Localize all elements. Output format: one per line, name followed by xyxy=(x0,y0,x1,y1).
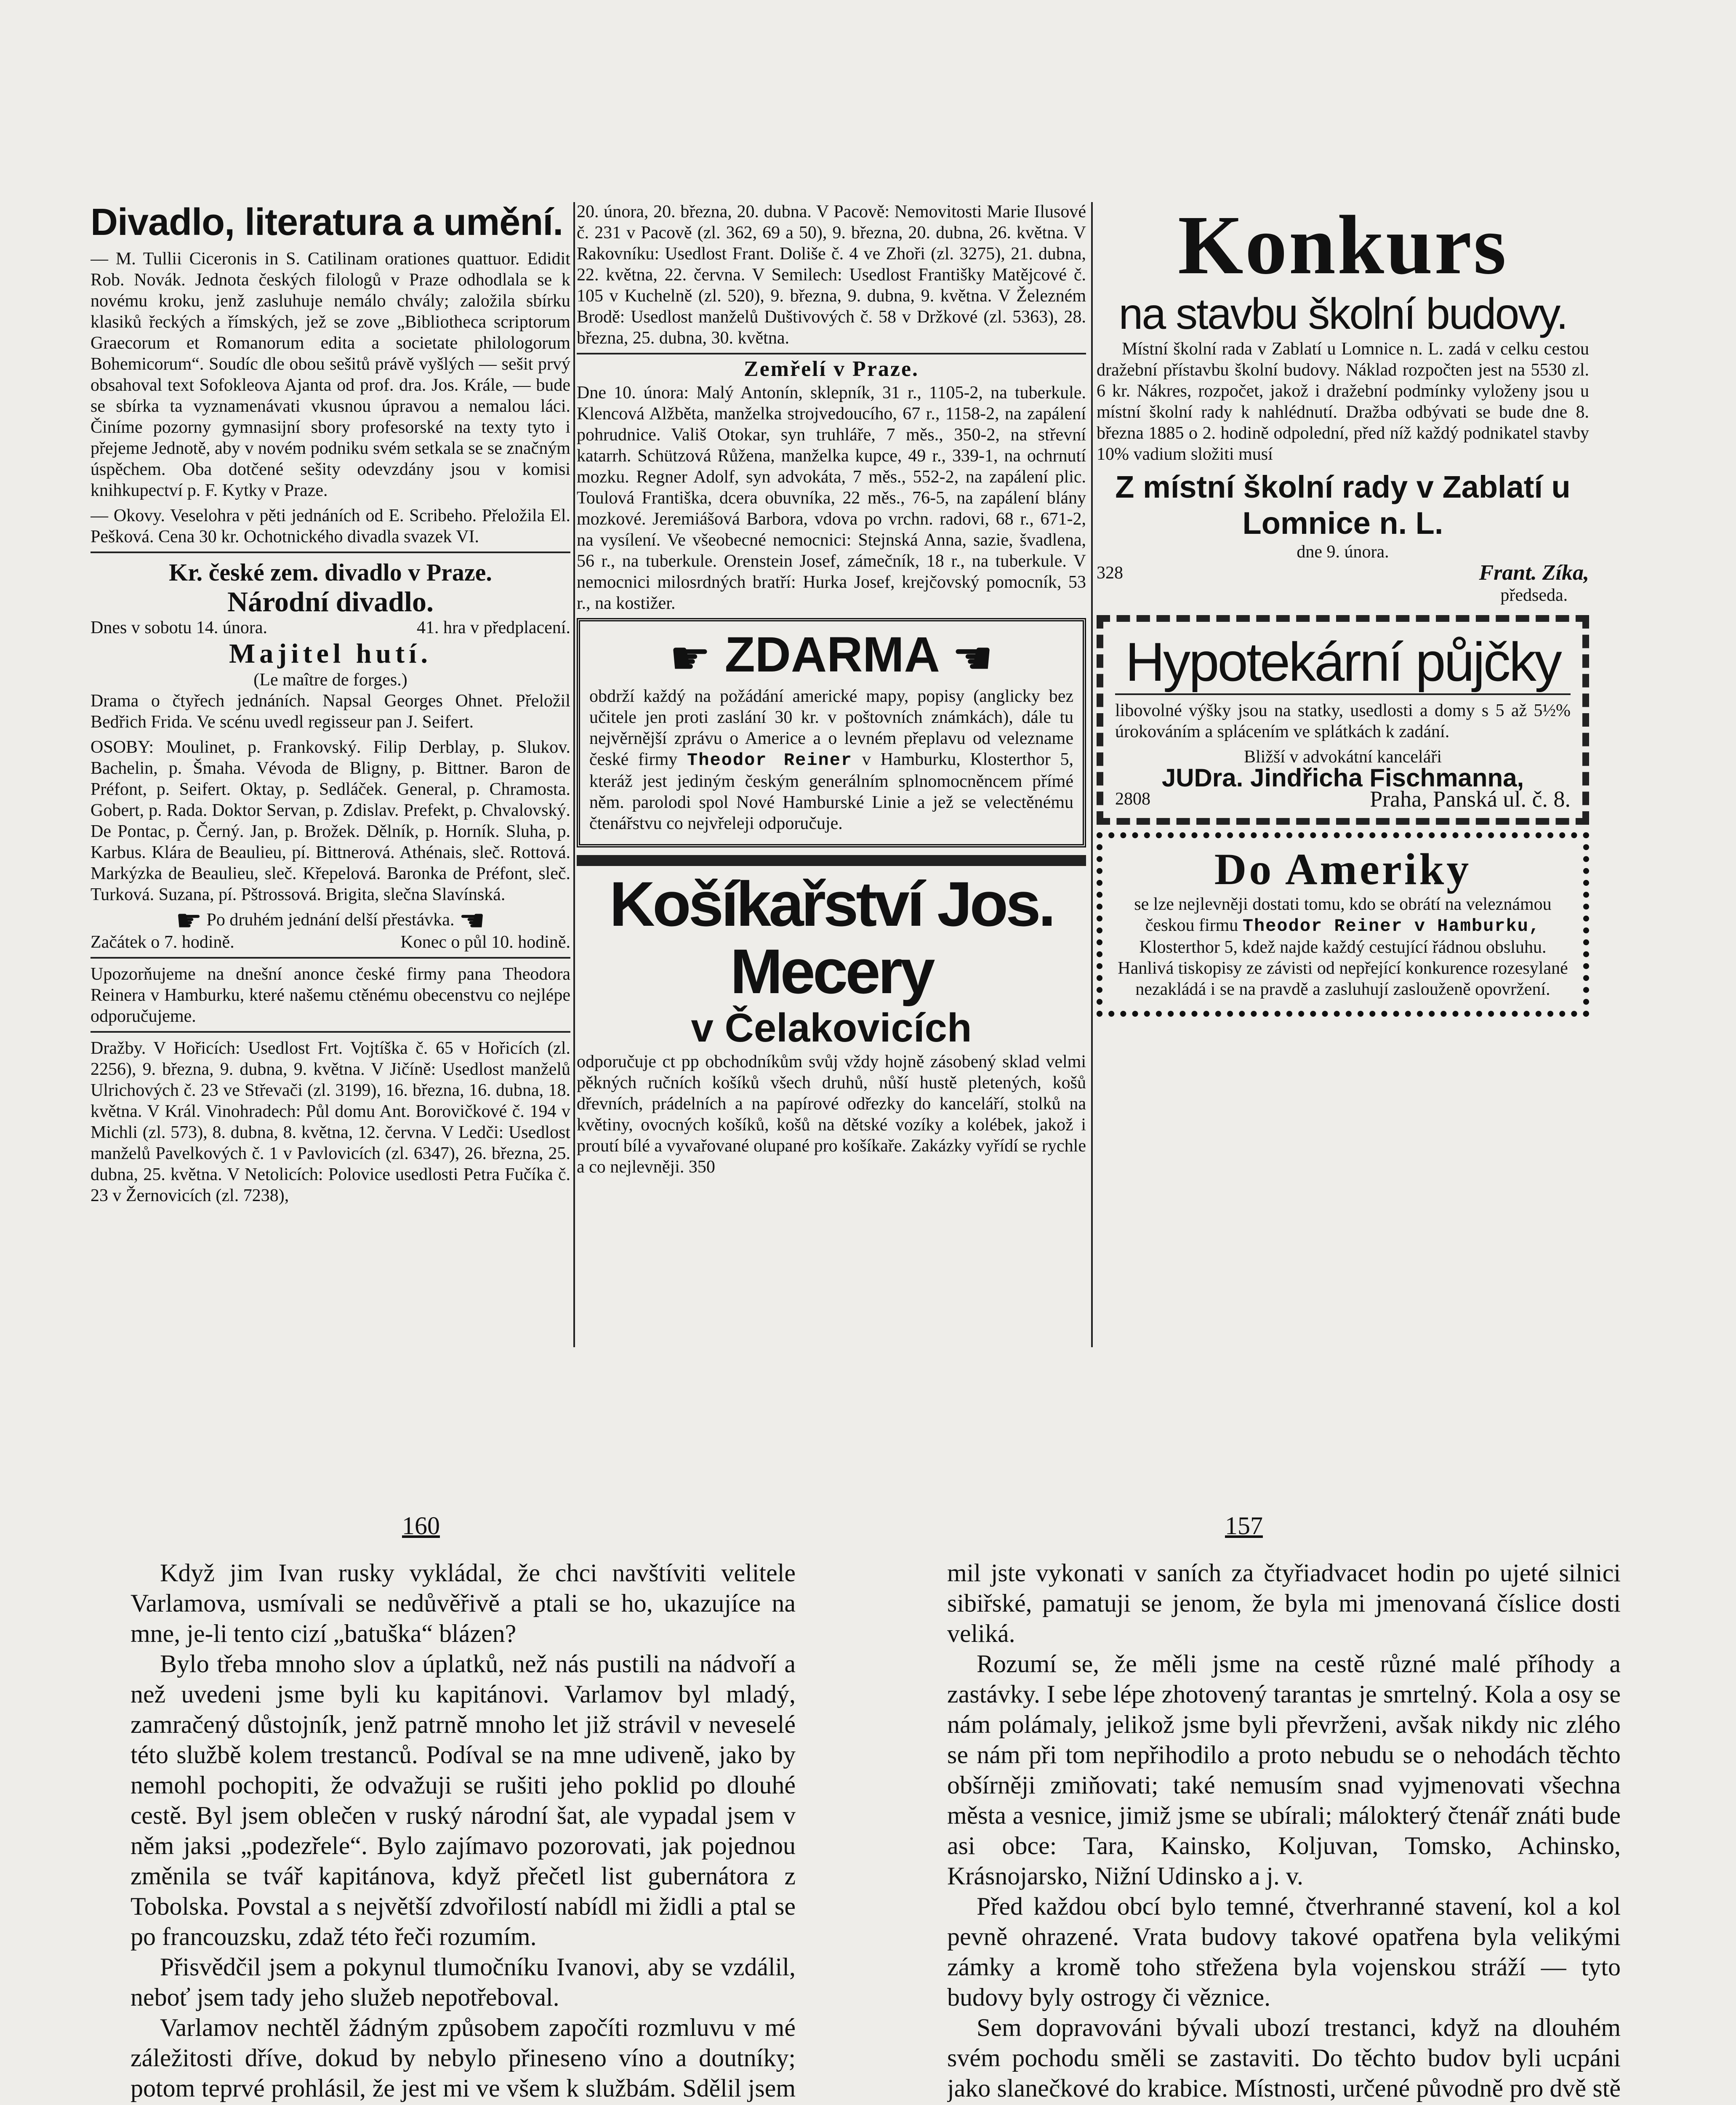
ad-basketry-title: Košíkařství Jos. Mecery xyxy=(609,868,1054,1007)
ad-zdarma-text: obdrží každý na požádání americké mapy, popisy (anglicky bez učitele jen proti zaslání 30 kr. v poštovních známkách), dále tu nejvěrnější zprávu o Americe a o levném přeplavu od velezname české firmy Theodor Reiner v Hamburku, Klosterthor 5, kteráž jest jediným českým generálním splnomocněncem přímé něm. parolodi spol Nové Hamburské Linie a jež se velectěnému čtenářstvu co nejvřeleji odporučuje. xyxy=(589,686,1073,833)
signature-role: předseda. xyxy=(1500,586,1568,605)
ad-mortgage-address: Praha, Panská ul. č. 8. xyxy=(1370,786,1571,812)
deaths-listing: Dne 10. února: Malý Antonín, sklepník, 31 r., 1105-2, na tuberkule. Klencová Alžběta, manželka strojvedoucího, 67 r., 1158-2, na zapálení pohrudnice. Vališ Otokar, syn truhláře, 7 měs., 350-2, na střevní katarrh. Schützová Růžena, manželka kupce, 49 r., 339-1, na ochrnutí mozku. Regner Adolf, syn advokáta, 7 měs., 552-2, na zapálení plic. Toulová Františka, dcera obuvníka, 22 měs., 76-5, na zapálení blány mozkové. Jeremiášová Barbora, vdova po vrchn. radovi, 68 r., 671-2, na vysílení. Ve všeobecné nemocnici: Stejnská Anna, sazie, švadlena, 56 r., na tuberkule. Orenstein Josef, zámečník, 18 r., na tuberkule. V nemocnici milosrdných bratří: Hurka Josef, krejčovský pomocník, 53 r., na kostižer. xyxy=(577,383,1086,613)
paragraph: Když jim Ivan rusky vykládal, že chci navštíviti velitele Varlamova, usmívali se nedůvěřivě a ptali se ho, ukazujíce na mne, je-li tento cizí „batuška“ blázen? xyxy=(130,1559,796,1647)
lower-right-text xyxy=(947,1558,1621,2105)
subscription-number: 41. hra v předplacení. xyxy=(416,618,570,637)
pointing-hand-icon: ☚ xyxy=(459,905,485,938)
divider xyxy=(577,353,1086,354)
auctions-continued: 20. února, 20. března, 20. dubna. V Pacově: Nemovitosti Marie Ilusové č. 231 v Pacově (zl. 362, 69 a 50), 9. března, 20. dubna, 26. května. V Rakovníku: Usedlost Frant. Doliše č. 4 ve Zhoři (zl. 3275), 21. dubna, 22. května, 22. června. V Semilech: Usedlost Františky Matějcové č. 105 v Kuchelně (zl. 520), 9. března, 9. dubna, 9. května. V Železném Brodě: Usedlost manželů Duštivových č. 58 v Držkové (zl. 5363), 28. března, 25. dubna, 30. května. xyxy=(577,202,1086,348)
article-cicero: — M. Tullii Ciceronis in S. Catilinam orationes quattuor. Edidit Rob. Novák. Jednota českých filologů v Praze odhodlala se k novému kroku, jenž zasluhuje nemálo chvály; založila sbírku klasiků řeckých a římských, jež se zove „Bibliotheca scriptorum Graecorum et Romanorum edita a societate philologorum Bohemicorum“. Soudíc dle obou sešitů právě vyšlých — sešit prvý obsahoval text Sofokleova Ajanta od prof. dra. Jos. Krále, — bude se sbírka ta vyznamenávati vkusnou úpravou a nemalou láci. Činíme pozorny gymnasijní sbory profesorské na texty tyto i přejeme Jednotě, aby v novém podniku svém setkala se se značným úspěchem. Oba dotčené sešity odevzdány jsou v komisi knihkupectví p. F. Kytky v Praze. xyxy=(91,249,570,500)
play-description: Drama o čtyřech jednáních. Napsal Georges Ohnet. Přeložil Bedřich Frida. Ve scénu uvedl regisseur pan J. Seifert. xyxy=(91,691,570,732)
column-notices xyxy=(577,201,1086,1346)
page-number-left: 160 xyxy=(402,1512,440,1540)
paragraph: Varlamov nechtěl žádným způsobem započíti rozmluvu v mé záležitosti dříve, dokud by nebylo přineseno víno a doutníky; potom teprvé prohlásil, že jest mi ve všem k službám. Sdělil jsem xyxy=(130,2014,796,2102)
play-title: Majitel hutí. xyxy=(229,638,432,669)
divider xyxy=(91,957,570,959)
ad-america-title: Do Ameriky xyxy=(1214,845,1472,894)
theatre-name: Národní divadlo. xyxy=(227,586,434,618)
ad-america xyxy=(1097,832,1589,1017)
start-time: Začátek o 7. hodině. xyxy=(91,933,234,952)
section-title: Divadlo, literatura a umění. xyxy=(91,201,563,243)
paragraph: Sem dopravováni bývali ubozí trestanci, když na dlouhém svém pochodu směli se zastaviti. Do těchto budov byli ucpáni jako slanečkové do krabice. Místnosti, určené původně pro dvě stě xyxy=(947,2014,1621,2102)
thick-rule xyxy=(577,855,1086,866)
paragraph: Přisvědčil jsem a pokynul tlumočníku Ivanovi, aby se vzdálil, neboť jsem tady jeho služeb nepotřeboval. xyxy=(130,1953,796,2011)
ad-america-text: se lze nejlevněji dostati tomu, kdo se obrátí na veleznámou českou firmu Theodor Reiner v Hamburku, Klosterthor 5, kdež najde každý cestující řádnou obsluhu. Hanlivá tiskopisy ze závisti od nepřející konkurence rozesylané nezakládá i se na pravdě a zasluhují zaslouženě opovržení. xyxy=(1118,895,1568,999)
column-adverts xyxy=(1097,201,1589,1346)
ad-konkurs-date: dne 9. února. xyxy=(1297,542,1389,562)
ad-basketry-text: odporučuje ct pp obchodníkům svůj vždy hojně zásobený sklad velmi pěkných ručních košíků všech druhů, nůší hustě pletených, košů dřevních, prádelních a na papírové odřezky do kanceláří, stolků na květiny, ovocných košíků, košů na dětské vozíky a kolébek, jakož i proutí bílé a vyvařované olupané pro košíkaře. Zakázky vyřídí se rychle a co nejlevněji. 350 xyxy=(577,1052,1086,1177)
performance-date-row xyxy=(91,617,570,638)
ad-konkurs-signature-row xyxy=(1097,562,1589,606)
lower-left-text xyxy=(130,1558,796,2105)
paragraph: Rozumí se, že měli jsme na cestě různé malé příhody a zastávky. I sebe lépe zhotovený tarantas je smrtelný. Kola a osy se nám polámaly, jelikož jsme byli převrženi, avšak nikdy nic zlého se nám při tom nepřihodilo a proto nebudu se o nehodách těchto obšírněji zmiňovati; také nemusím snad vyjmenovati všechna města a vesnice, jimiž jsme se ubírali; málokterý čtenář znáti bude asi obce: Tara, Kainsko, Koljuvan, Tomsko, Achinsko, Krásnojarsko, Nižní Udinsko a j. v. xyxy=(947,1650,1621,1890)
play-cast: OSOBY: Moulinet, p. Frankovský. Filip Derblay, p. Slukov. Bachelin, p. Šmaha. Vévoda de Bligny, p. Bittner. Baron de Préfont, p. Seifert. Oktay, p. Sedláček. General, p. Chramosta. Gobert, p. Rada. Doktor Servan, p. Zdislav. Prefekt, p. Chvalovský. De Pontac, p. Černý. Jan, p. Brožek. Dělník, p. Horník. Sluha, p. Karbus. Klára de Beaulieu, pí. Bittnerová. Athénais, sleč. Rottová. Markýzka de Beaulieu, sleč. Křepelová. Baronka de Préfont, sleč. Turková. Suzana, pí. Pštrossová. Brigita, slečna Slavínská. xyxy=(91,738,570,904)
performance-times xyxy=(91,932,570,953)
theatre-heading: Kr. české zem. divadlo v Praze. xyxy=(169,559,492,586)
ad-mortgage-text2: Bližší v advokátní kanceláři xyxy=(1243,747,1442,767)
signature-name: Frant. Zíka, xyxy=(1479,561,1589,585)
pointing-hand-icon: ☛ xyxy=(669,632,711,684)
column-rule xyxy=(1091,202,1093,1347)
ad-konkurs-text: Místní školní rada v Zablatí u Lomnice n. L. zadá v celku cestou dražební přístavbu školní budovy. Náklad rozpočten jest na 5530 zl. 6 kr. Nákres, rozpočet, jakož i dražební podmínky vyloženy jsou u místní školní rady k nahlédnutí. Dražba odbývati se bude dne 8. března 1885 o 2. hodině odpolední, před níž každý podnikatel stavby 10% vadium složiti musí xyxy=(1097,339,1589,464)
auctions-listing: Dražby. V Hořicích: Usedlost Frt. Vojtíška č. 65 v Hořicích (zl. 2256), 9. března, 9. dubna, 9. května. V Jičíně: Usedlost manželů Ulrichových č. 23 ve Střevači (zl. 3199), 16. března, 16. dubna, 18. května. V Král. Vinohradech: Půl domu Ant. Borovičkové č. 194 v Michli (zl. 573), 8. dubna, 8. května, 12. června. V Ledči: Usedlost manželů Pavelkových č. 1 v Pavlovicích (zl. 6347), 26. března, 25. dubna, 25. května. V Netolicích: Polovice usedlosti Petra Fučíka č. 23 v Žernovicích (zl. 7238), xyxy=(91,1039,570,1206)
ad-mortgage-title: Hypotekární půjčky xyxy=(1115,630,1571,695)
end-time: Konec o půl 10. hodině. xyxy=(400,933,570,952)
ad-konkurs-issuer: Z místní školní rady v Zablatí u Lomnice n. L. xyxy=(1115,469,1571,541)
ad-number: 350 xyxy=(688,1157,715,1177)
intermission-note: ☛ Po druhém jednání delší přestávka. ☚ xyxy=(176,905,485,938)
ad-mortgage-office: JUDra. Jindřicha Fischmanna, xyxy=(1161,764,1524,792)
paragraph: Bylo třeba mnoho slov a úplatků, než nás pustili na nádvoří a než uvedeni jsme byli ku kapitánovi. Varlamov byl mladý, zamračený důstojník, jenž patrně mnoho let již strávil v neveselé této službě kolem trestanců. Podíval se na mne udiveně, jako by nemohl pochopiti, že odvažuji se rušiti jeho poklid po dlouhé cestě. Byl jsem oblečen v ruský národní šat, ale vypadal jsem v něm jaksi „podezřele“. Bylo zajímavo pozorovati, jak pojednou změnila se tvář kapitánova, když přečetl list gubernátora z Tobolska. Povstal a s největší zdvořilostí nabídl mi židli a ptal se po francouzsku, zdaž této řeči rozumím. xyxy=(130,1650,796,1950)
column-rule xyxy=(573,202,575,1347)
divider xyxy=(91,552,570,553)
page-number-right: 157 xyxy=(1225,1512,1263,1540)
ad-number: 2808 xyxy=(1115,789,1150,809)
ad-mortgage xyxy=(1097,615,1589,825)
ad-zdarma-title: ☛ ZDARMA ☚ xyxy=(669,627,993,684)
ad-zdarma xyxy=(577,618,1086,847)
ad-number: 328 xyxy=(1097,563,1123,583)
firm-name: Theodor Reiner xyxy=(687,750,853,770)
pointing-hand-icon: ☛ xyxy=(176,905,202,938)
deaths-heading: Zemřelí v Praze. xyxy=(743,357,919,381)
advertiser-notice: Upozorňujeme na dnešní anonce české firmy pana Theodora Reinera v Hamburku, které našemu ctěnému obecenstvu co nejlépe odporučujeme. xyxy=(91,965,570,1026)
paragraph: mil jste vykonati v saních za čtyřiadvacet hodin po ujeté silnici sibiřské, pamatuji se jenom, že byla mi jmenovaná číslice dosti veliká. xyxy=(947,1559,1621,1647)
ad-mortgage-text: libovolné výšky jsou na statky, usedlosti a domy s 5 až 5½% úrokováním a splácením ve splátkách k zadání. xyxy=(1115,701,1571,741)
article-okovy: — Okovy. Veselohra v pěti jednáních od E. Scribeho. Přeložila El. Pešková. Cena 30 kr. Ochotnického divadla svazek VI. xyxy=(91,506,570,546)
play-original-title: (Le maître de forges.) xyxy=(253,670,407,690)
ad-konkurs-title: Konkurs xyxy=(1178,201,1508,292)
ad-basketry-place: v Čelakovicích xyxy=(691,1005,972,1050)
firm-name: Theodor Reiner v Hamburku, xyxy=(1242,916,1541,936)
paragraph: Před každou obcí bylo temné, čtverhranné stavení, kol a kol pevně ohrazené. Vrata budovy takové opatřena byla velikými zámky a kromě toho střežena byla vojenskou stráží — tyto budovy byly ostrogy či věznice. xyxy=(947,1892,1621,2011)
column-theatre-literature xyxy=(91,201,570,1210)
divider xyxy=(91,1031,570,1033)
ad-konkurs-subtitle: na stavbu školní budovy. xyxy=(1118,290,1567,338)
pointing-hand-icon: ☚ xyxy=(952,632,993,684)
performance-date: Dnes v sobotu 14. února. xyxy=(91,618,267,637)
